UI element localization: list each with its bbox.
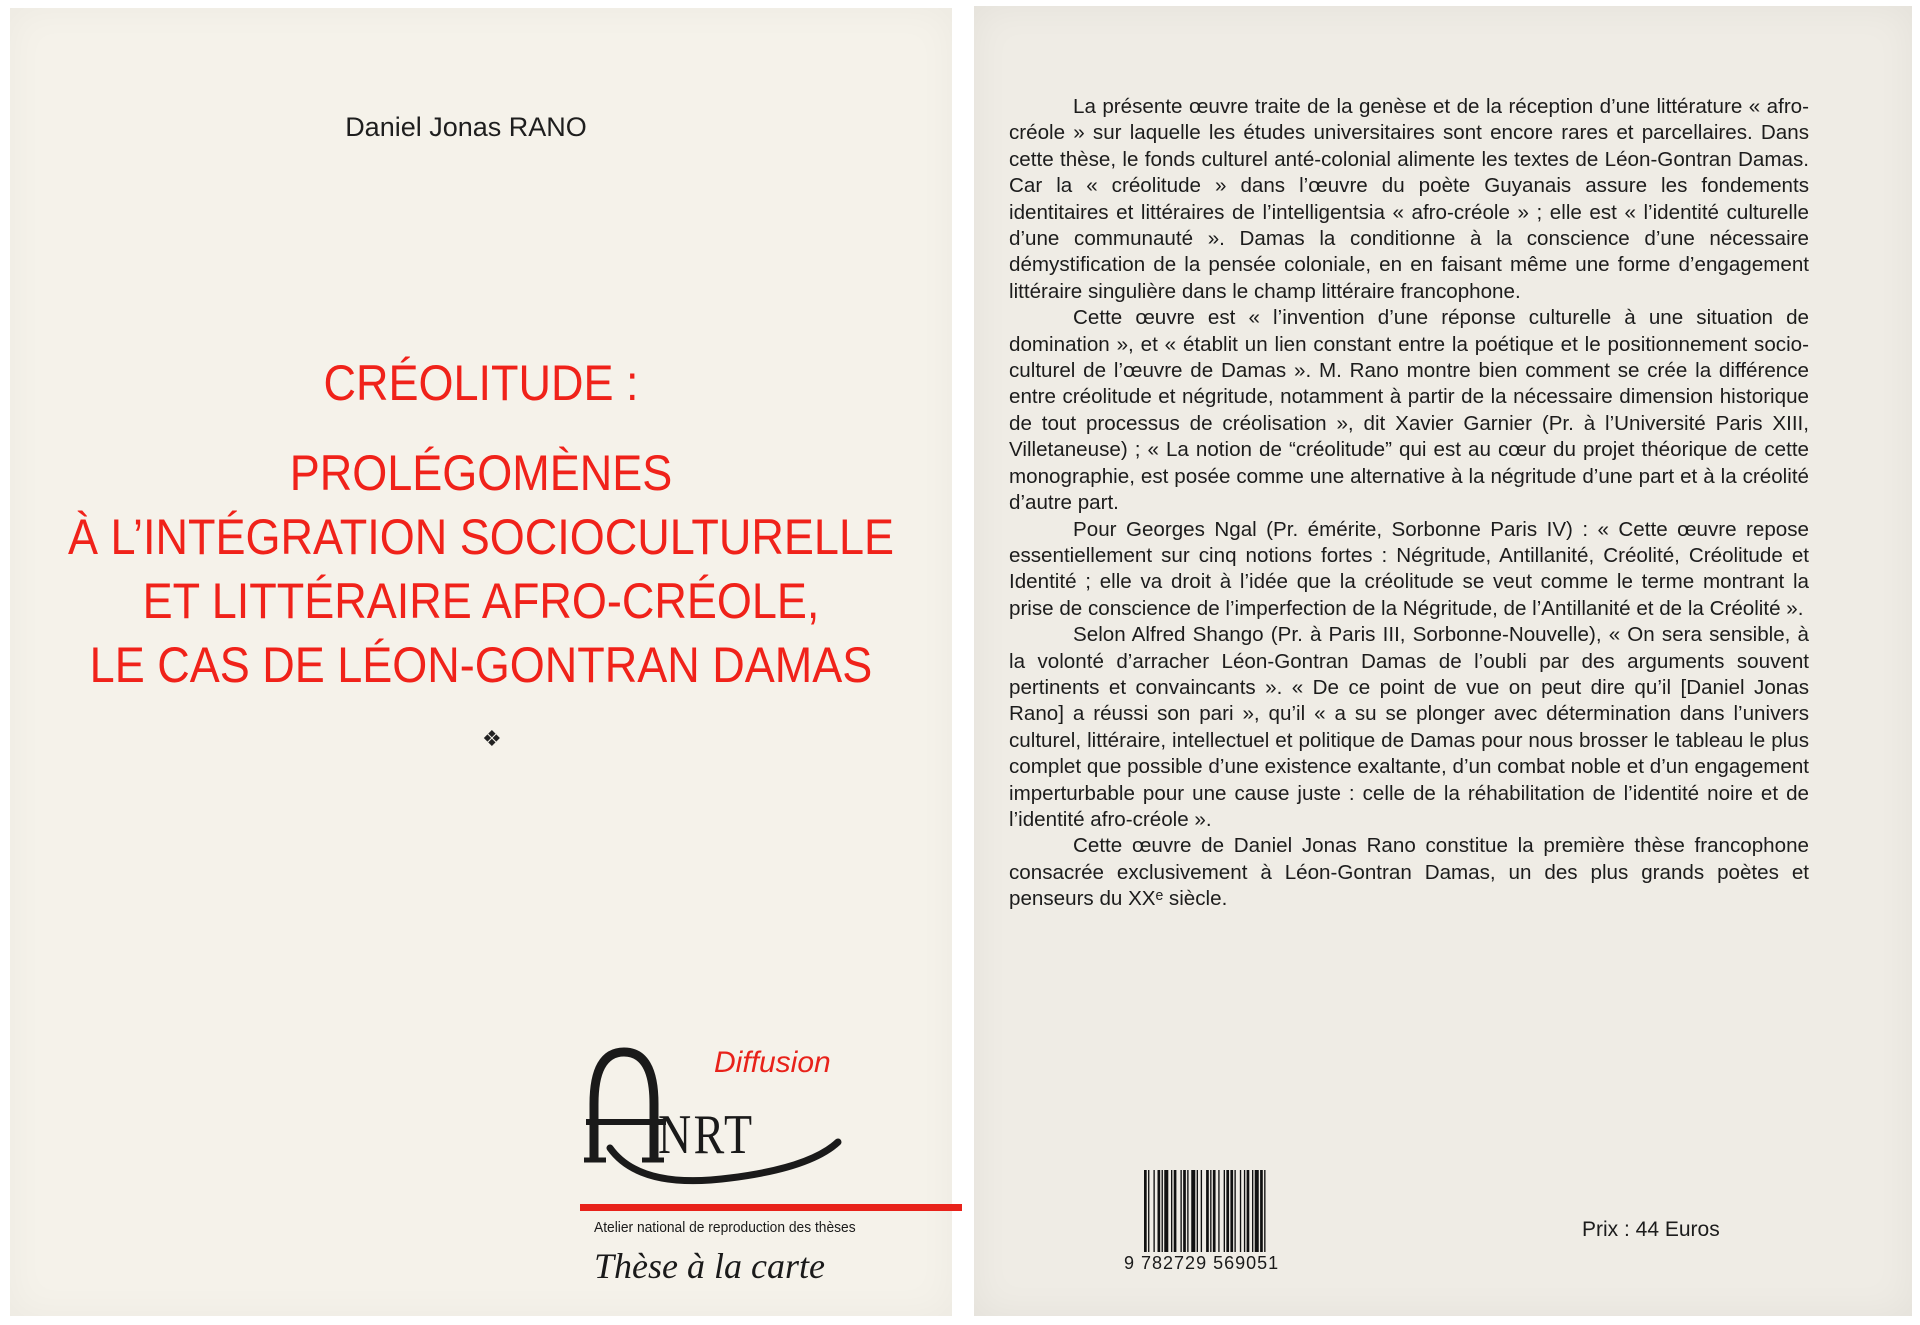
front-cover [10, 8, 952, 1316]
price-label: Prix : 44 Euros [1582, 1218, 1720, 1241]
barcode-bars [1142, 1170, 1312, 1252]
barcode-bar [1171, 1170, 1172, 1252]
barcode-bar [1247, 1170, 1250, 1252]
diffusion-label: Diffusion [714, 1046, 831, 1079]
barcode-bar [1206, 1170, 1209, 1252]
book-title-block [10, 351, 952, 697]
blurb-paragraph: La présente œuvre traite de la genèse et de la réception d’une littérature « afro-créole » sur laquelle les études universitaires sont encore rares et parcellaires. Dans cette thèse, le fonds culturel anté-colonial alimente les textes de Léon-Gontran Damas. Car la « créolitude » dans l’œuvre du poète Guyanais assure les fondements identitaires et littéraires de l’intelligentsia « afro-créole » ; elle est « l’identité culturelle d’une communauté ». Damas la conditionne à la conscience d’une nécessaire démystification de la pensée coloniale, en en faisant même une forme d’engagement littéraire singulière dans le champ littéraire francophone. [1009, 95, 1809, 303]
barcode-bar [1197, 1170, 1198, 1252]
barcode-bar [1187, 1170, 1188, 1252]
barcode-bar [1191, 1170, 1195, 1252]
blurb-paragraph: Selon Alfred Shango (Pr. à Paris III, Sorbonne-Nouvelle), « On sera sensible, à la volonté d’arracher Léon-Gontran Damas de l’oubli par des arguments souvent pertinents et convaincants ». « De ce point de vue on peut dire qu’il [Daniel Jonas Rano] a réussi son pari », qu’il « a su se plonger avec détermination dans l’univers culturel, littéraire, intellectuel et politique de Damas pour nous brosser le tableau le plus complet que possible d’une existence exaltante, d’un combat noble et d’un engagement imperturbable pour une cause juste : celle de la réhabilitation de l’identité noire et de l’identité afro-créole ». [1009, 623, 1809, 831]
barcode-bar [1174, 1170, 1177, 1252]
barcode-bar [1153, 1170, 1154, 1252]
blurb-paragraph: Cette œuvre de Daniel Jonas Rano constitue la première thèse francophone consacrée exclusivement à Léon-Gontran Damas, un des plus grands poètes et penseurs du XXᵉ siècle. [1009, 834, 1809, 911]
blurb-paragraph: Pour Georges Ngal (Pr. émérite, Sorbonne Paris IV) : « Cette œuvre repose essentiellement sur cinq notions fortes : Négritude, Antillanité, Créolité, Créolitude et Identité ; elle va droit à l’idée que la créolitude se veut comme le terme montrant la prise de conscience de l’imperfection de la Négritude, de l’Antillanité et de la Créolité ». [1009, 517, 1809, 620]
barcode-bar [1158, 1170, 1161, 1252]
barcode-bar [1260, 1170, 1263, 1252]
author-name-text: Daniel Jonas RANO [345, 112, 587, 142]
barcode-bar [1164, 1170, 1168, 1252]
isbn-number: 9 782729 569051 [1124, 1253, 1280, 1273]
barcode-bar [1230, 1170, 1233, 1252]
barcode-bar [1244, 1170, 1245, 1252]
diamond-ornament-icon: ❖ [482, 726, 502, 751]
publisher-full-name: Atelier national de reproduction des thèses [594, 1219, 856, 1236]
subtitle-line: PROLÉGOMÈNES [289, 445, 673, 501]
barcode-bar [1234, 1170, 1235, 1252]
subtitle-line: À L’INTÉGRATION SOCIOCULTURELLE [67, 509, 895, 565]
publisher-block [580, 1038, 960, 1318]
barcode-bar [1183, 1170, 1186, 1252]
subtitle-line: LE CAS DE LÉON-GONTRAN DAMAS [89, 637, 873, 693]
publisher-slogan: Thèse à la carte [594, 1246, 825, 1286]
isbn-barcode [1124, 1170, 1312, 1273]
barcode-bar [1240, 1170, 1241, 1252]
barcode-bar [1224, 1170, 1225, 1252]
barcode-bar [1252, 1170, 1253, 1252]
barcode-bar [1201, 1170, 1202, 1252]
barcode-bar [1255, 1170, 1259, 1252]
barcode-bar [1148, 1170, 1149, 1252]
book-title: CRÉOLITUDE : [323, 355, 639, 411]
red-divider [580, 1204, 962, 1211]
blurb-paragraph: Cette œuvre est « l’invention d’une réponse culturelle à une situation de domination », et « établit un lien constant entre la poétique et le positionnement socio-culturel de l’œuvre de Damas ». M. Rano montre bien comment se crée la différence entre créolitude et négritude, notamment à partir de la nécessaire dimension historique de tout processus de créolisation », dit Xavier Garnier (Pr. à l’Université Paris XIII, Villetaneuse) ; « La notion de “créolitude” qui est au cœur du projet théorique de cette monographie, est posée comme une alternative à la négritude d’une part et à la créolité d’autre part. [1009, 306, 1809, 515]
anrt-logo-text: NRT [658, 1104, 755, 1166]
barcode-bar [1210, 1170, 1211, 1252]
barcode-bar [1180, 1170, 1181, 1252]
barcode-bar [1144, 1170, 1147, 1252]
barcode-bar [1264, 1170, 1265, 1252]
barcode-bar [1226, 1170, 1229, 1252]
barcode-bar [1218, 1170, 1219, 1252]
back-cover [974, 6, 1912, 1316]
barcode-bar [1162, 1170, 1163, 1252]
author-name [10, 112, 952, 143]
barcode-bar [1213, 1170, 1216, 1252]
back-cover-blurb [1009, 94, 1809, 913]
subtitle-line: ET LITTÉRAIRE AFRO-CRÉOLE, [142, 573, 820, 629]
